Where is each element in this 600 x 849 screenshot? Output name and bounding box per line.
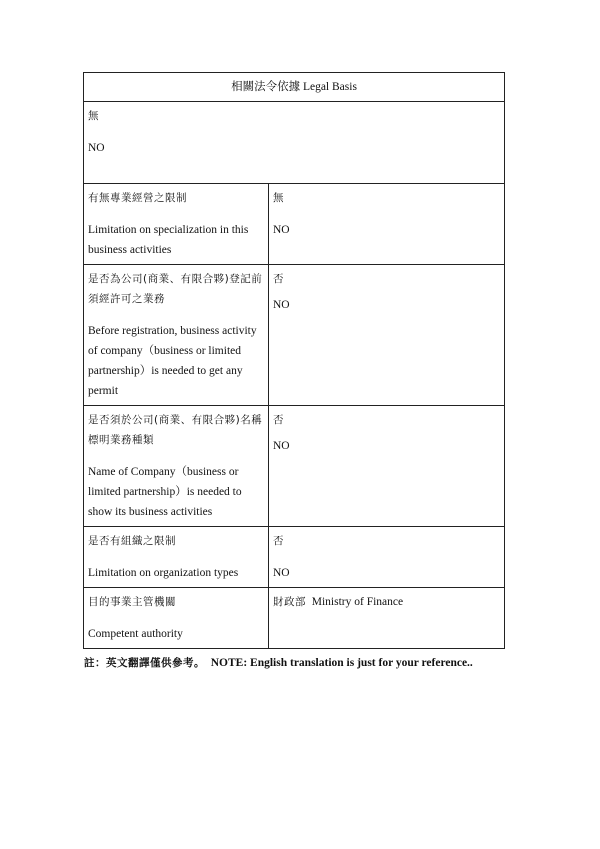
- table-header-row: [84, 73, 505, 102]
- translation-note: [84, 655, 473, 670]
- translation-note-zh: 註：英文翻譯僅供參考。: [84, 657, 205, 669]
- row-label-en: Limitation on organization types: [88, 567, 239, 579]
- table-row: [84, 527, 505, 588]
- permit-label-cell: [84, 265, 269, 406]
- table-row: [84, 588, 505, 649]
- company-name-value-cell: [269, 406, 505, 527]
- legal-basis-header: [84, 73, 505, 102]
- legal-basis-cell: [84, 102, 505, 184]
- organization-label-cell: [84, 527, 269, 588]
- row-label-zh: 有無專業經營之限制: [88, 192, 187, 204]
- row-label-en: Before registration, business activity of company（business or limited partnership）is needed to get any permit: [88, 325, 257, 397]
- competent-authority-value: [273, 592, 500, 612]
- company-name-label-cell: [84, 406, 269, 527]
- row-value-zh: 無: [273, 192, 284, 204]
- row-label-zh: 是否為公司(商業、有限合夥)登記前須經許可之業務: [88, 273, 263, 305]
- row-value-zh: 財政部: [273, 596, 306, 608]
- row-label-en: Limitation on specialization in this business activities: [88, 224, 249, 256]
- competent-authority-label-cell: [84, 588, 269, 649]
- permit-value-cell: [269, 265, 505, 406]
- table-row: [84, 265, 505, 406]
- legal-basis-header-text: 相關法令依據 Legal Basis: [231, 81, 357, 93]
- row-value-zh: 否: [273, 535, 284, 547]
- table-row: [84, 184, 505, 265]
- row-value-zh: 否: [273, 273, 284, 285]
- organization-value-cell: [269, 527, 505, 588]
- row-label-zh: 目的事業主管機關: [88, 596, 176, 608]
- row-label-en: Competent authority: [88, 628, 183, 640]
- row-label-zh: 是否有組織之限制: [88, 535, 176, 547]
- specialization-value-cell: [269, 184, 505, 265]
- translation-note-en: NOTE: English translation is just for your reference..: [210, 657, 473, 669]
- row-value-en: Ministry of Finance: [311, 596, 404, 608]
- specialization-label-cell: [84, 184, 269, 265]
- row-label-en: Name of Company（business or limited partnership）is needed to show its business activities: [88, 466, 242, 518]
- business-item-table: [83, 72, 505, 649]
- competent-authority-value-cell: [269, 588, 505, 649]
- row-value-en: NO: [273, 299, 290, 311]
- table-row: [84, 406, 505, 527]
- row-value-zh: 否: [273, 414, 284, 426]
- legal-basis-value-zh: 無: [88, 110, 99, 122]
- row-label-zh: 是否須於公司(商業、有限合夥)名稱標明業務種類: [88, 414, 263, 446]
- legal-basis-value-en: NO: [88, 142, 105, 154]
- row-value-en: NO: [273, 224, 290, 236]
- row-value-en: NO: [273, 567, 290, 579]
- legal-basis-row: [84, 102, 505, 184]
- row-value-en: NO: [273, 440, 290, 452]
